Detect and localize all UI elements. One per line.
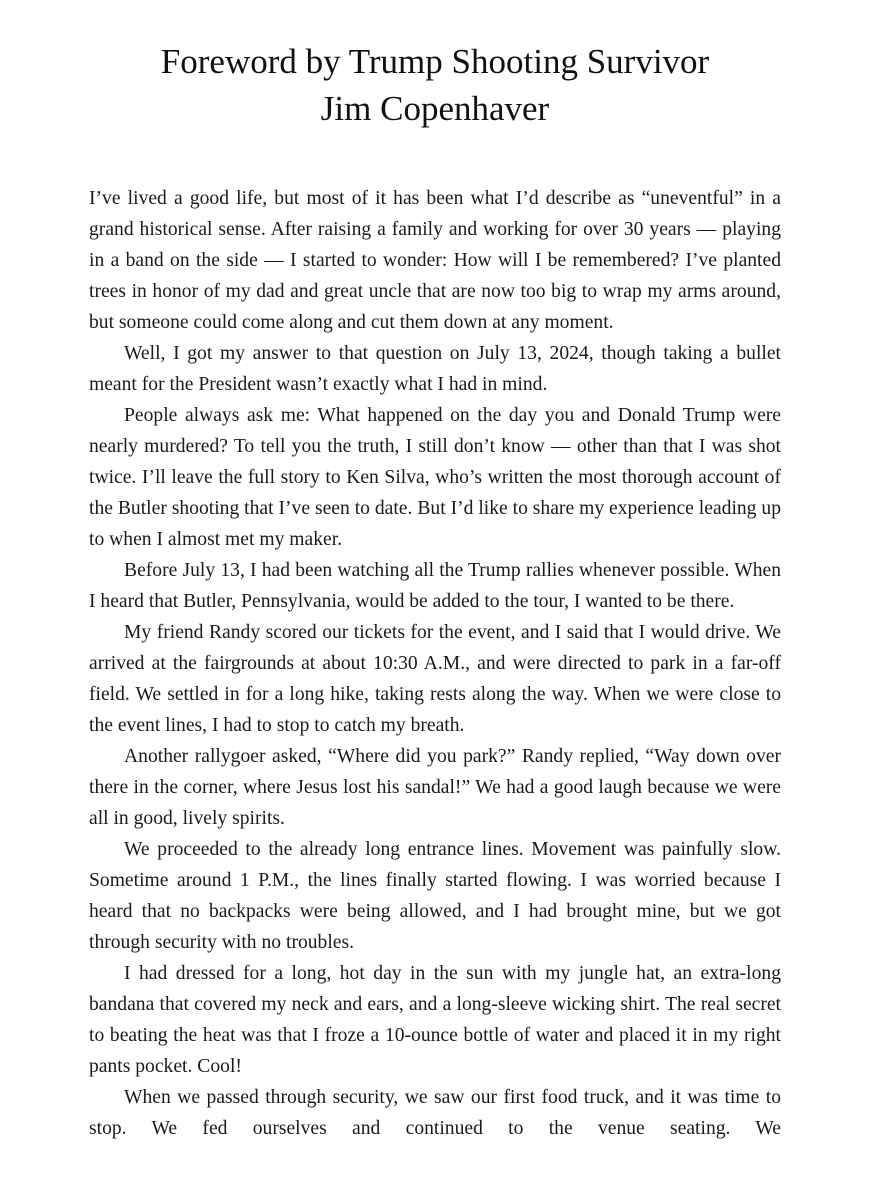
paragraph-1: I’ve lived a good life, but most of it has been what I’d describe as “uneventful” in a grand historical sense. After raising a family and working for over 30 years — playing in a band on the side — I started to wonder: How will I be remembered? I’ve planted trees in honor of my dad and great uncle that are now too big to wrap my arms around, but someone could come along and cut them down at any moment. (89, 188, 781, 333)
paragraph-8: I had dressed for a long, hot day in the sun with my jungle hat, an extra-long bandana that covered my neck and ears, and a long-sleeve wicking shirt. The real secret to beating the heat was that I froze a 10-ounce bottle of water and placed it in my right pants pocket. Cool! (89, 963, 781, 1077)
paragraph-5: My friend Randy scored our tickets for the event, and I said that I would drive. We arrived at the fairgrounds at about 10:30 A.M., and were directed to park in a far-off field. We settled in for a long hike, taking rests along the way. When we were close to the event lines, I had to stop to catch my breath. (89, 622, 781, 736)
chapter-title-line-2: Jim Copenhaver (320, 89, 550, 128)
chapter-title (89, 38, 781, 132)
chapter-title-line-1: Foreword by Trump Shooting Survivor (160, 42, 710, 81)
body-text (89, 183, 781, 1144)
book-page (89, 0, 781, 1144)
paragraph-6: Another rallygoer asked, “Where did you park?” Randy replied, “Way down over there in the corner, where Jesus lost his sandal!” We had a good laugh because we were all in good, lively spirits. (89, 746, 781, 829)
paragraph-7: We proceeded to the already long entrance lines. Movement was painfully slow. Sometime around 1 P.M., the lines finally started flowing. I was worried because I heard that no backpacks were being allowed, and I had brought mine, but we got through security with no troubles. (89, 839, 781, 953)
paragraph-3: People always ask me: What happened on the day you and Donald Trump were nearly murdered? To tell you the truth, I still don’t know — other than that I was shot twice. I’ll leave the full story to Ken Silva, who’s written the most thorough account of the Butler shooting that I’ve seen to date. But I’d like to share my experience leading up to when I almost met my maker. (89, 405, 781, 550)
paragraph-2: Well, I got my answer to that question on July 13, 2024, though taking a bullet meant for the President wasn’t exactly what I had in mind. (89, 343, 781, 395)
paragraph-4: Before July 13, I had been watching all the Trump rallies whenever possible. When I heard that Butler, Pennsylvania, would be added to the tour, I wanted to be there. (89, 560, 781, 612)
paragraph-9: When we passed through security, we saw our first food truck, and it was time to stop. We fed ourselves and continued to the venue seating. We (89, 1087, 781, 1139)
